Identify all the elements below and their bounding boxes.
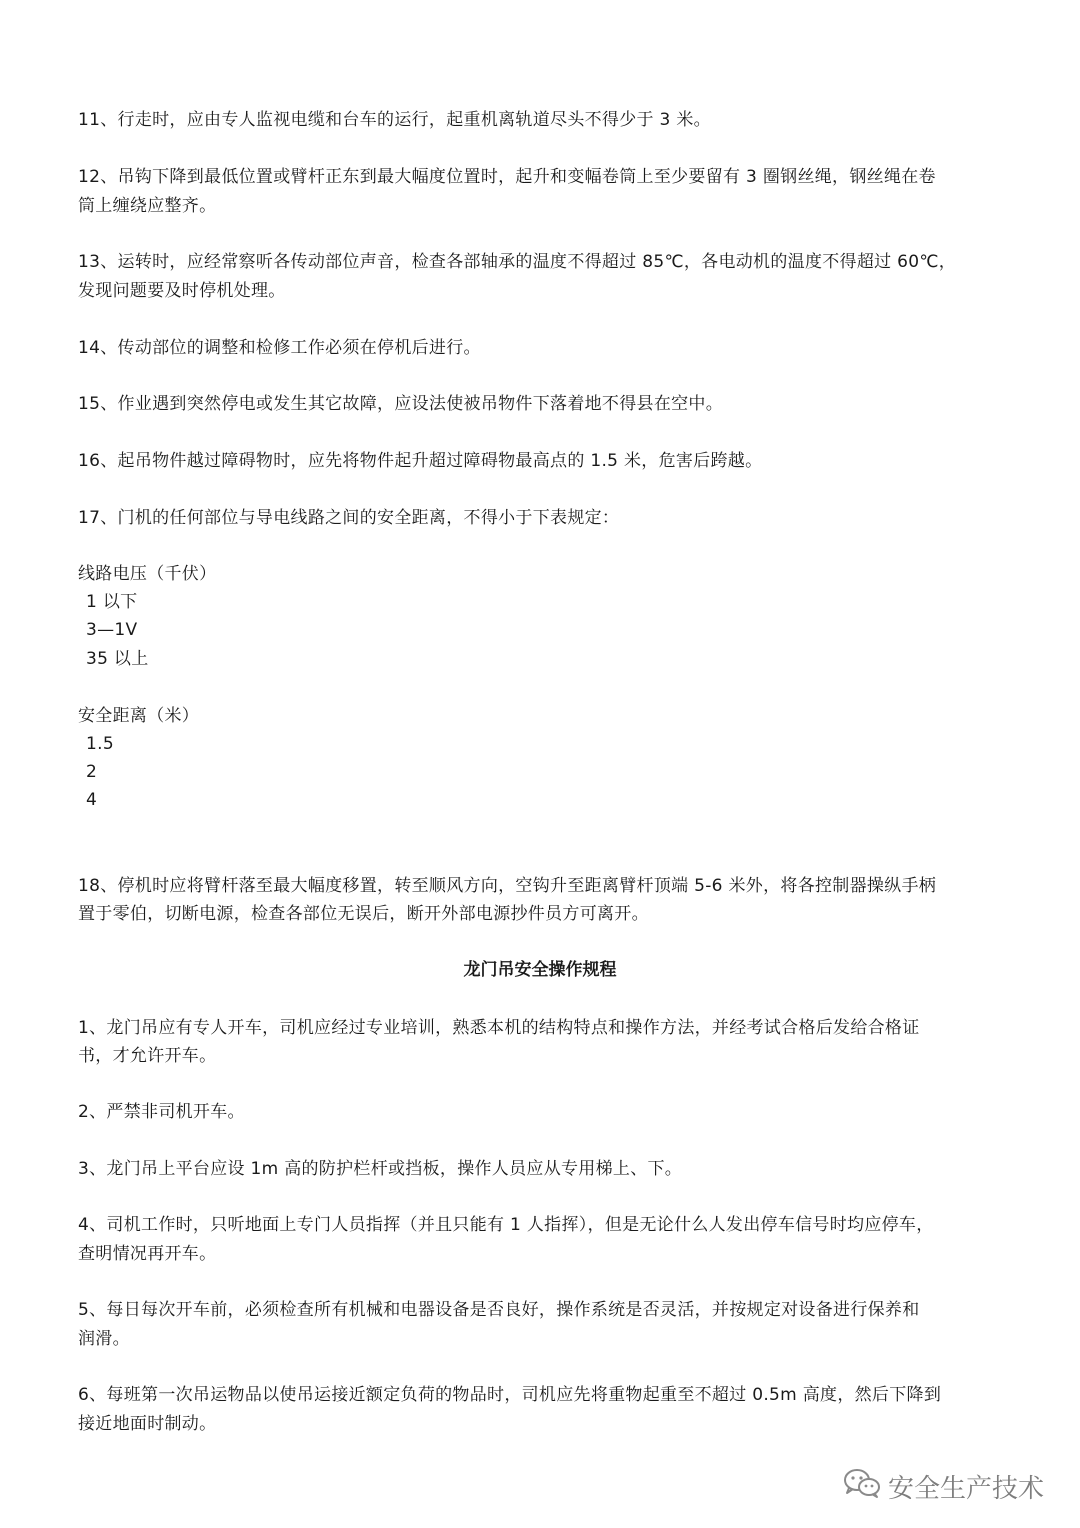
wechat-icon — [842, 1467, 882, 1506]
item-18-line-1: 18、停机时应将臂杆落至最大幅度移置，转至顺风方向，空钩升至距离臂杆顶端 5-6 米外，将各控制器操纵手柄 — [78, 876, 937, 896]
rule-1-line-2: 书，才允许开车。 — [78, 1046, 217, 1066]
rule-2-line-1: 2、严禁非司机开车。 — [78, 1102, 245, 1122]
item-12-line-2: 筒上缠绕应整齐。 — [78, 196, 217, 216]
voltage-header: 线路电压（千伏） — [78, 564, 217, 584]
rule-5-line-2: 润滑。 — [78, 1329, 130, 1349]
rule-1-line-1: 1、龙门吊应有专人开车，司机应经过专业培训，熟悉本机的结构特点和操作方法，并经考试合格后发给合格证 — [78, 1018, 920, 1038]
item-13-line-2: 发现问题要及时停机处理。 — [78, 281, 286, 301]
distance-header: 安全距离（米） — [78, 706, 200, 726]
voltage-row-3: 35 以上 — [86, 649, 149, 669]
distance-row-3: 4 — [86, 790, 98, 810]
watermark-text: 安全生产技术 — [887, 1473, 1044, 1504]
rule-4-line-2: 查明情况再开车。 — [78, 1244, 217, 1264]
item-17-line-1: 17、门机的任何部位与导电线路之间的安全距离，不得小于下表规定： — [78, 508, 620, 528]
rule-5-line-1: 5、每日每次开车前，必须检查所有机械和电器设备是否良好，操作系统是否灵活，并按规定对设备进行保养和 — [78, 1300, 920, 1320]
item-11-line-1: 11、行走时，应由专人监视电缆和台车的运行，起重机离轨道尽头不得少于 3 米。 — [78, 110, 711, 130]
distance-row-2: 2 — [86, 762, 98, 782]
item-12-line-1: 12、吊钩下降到最低位置或臂杆正东到最大幅度位置时，起升和变幅卷筒上至少要留有 3 圈钢丝绳，钢丝绳在卷 — [78, 167, 936, 187]
rule-4-line-1: 4、司机工作时，只听地面上专门人员指挥（并且只能有 1 人指挥），但是无论什么人发出停车信号时均应停车， — [78, 1215, 934, 1235]
rule-6-line-1: 6、每班第一次吊运物品以使吊运接近额定负荷的物品时，司机应先将重物起重至不超过 0.5m 高度，然后下降到 — [78, 1385, 942, 1405]
distance-row-1: 1.5 — [86, 734, 114, 754]
item-18-line-2: 置于零伯，切断电源，检查各部位无误后，断开外部电源抄件员方可离开。 — [78, 904, 649, 924]
item-15-line-1: 15、作业遇到突然停电或发生其它故障，应设法使被吊物件下落着地不得县在空中。 — [78, 394, 724, 414]
rule-3-line-1: 3、龙门吊上平台应设 1m 高的防护栏杆或挡板，操作人员应从专用梯上、下。 — [78, 1159, 683, 1179]
item-13-line-1: 13、运转时，应经常察听各传动部位声音，检查各部轴承的温度不得超过 85℃，各电动机的温度不得超过 60℃， — [78, 252, 957, 272]
item-14-line-1: 14、传动部位的调整和检修工作必须在停机后进行。 — [78, 338, 481, 358]
section-title: 龙门吊安全操作规程 — [463, 960, 617, 980]
voltage-row-2: 3—1V — [86, 620, 138, 640]
voltage-row-1: 1 以下 — [86, 592, 138, 612]
rule-6-line-2: 接近地面时制动。 — [78, 1414, 217, 1434]
watermark — [842, 1468, 1044, 1504]
item-16-line-1: 16、起吊物件越过障碍物时，应先将物件起升超过障碍物最高点的 1.5 米，危害后跨越。 — [78, 451, 763, 471]
